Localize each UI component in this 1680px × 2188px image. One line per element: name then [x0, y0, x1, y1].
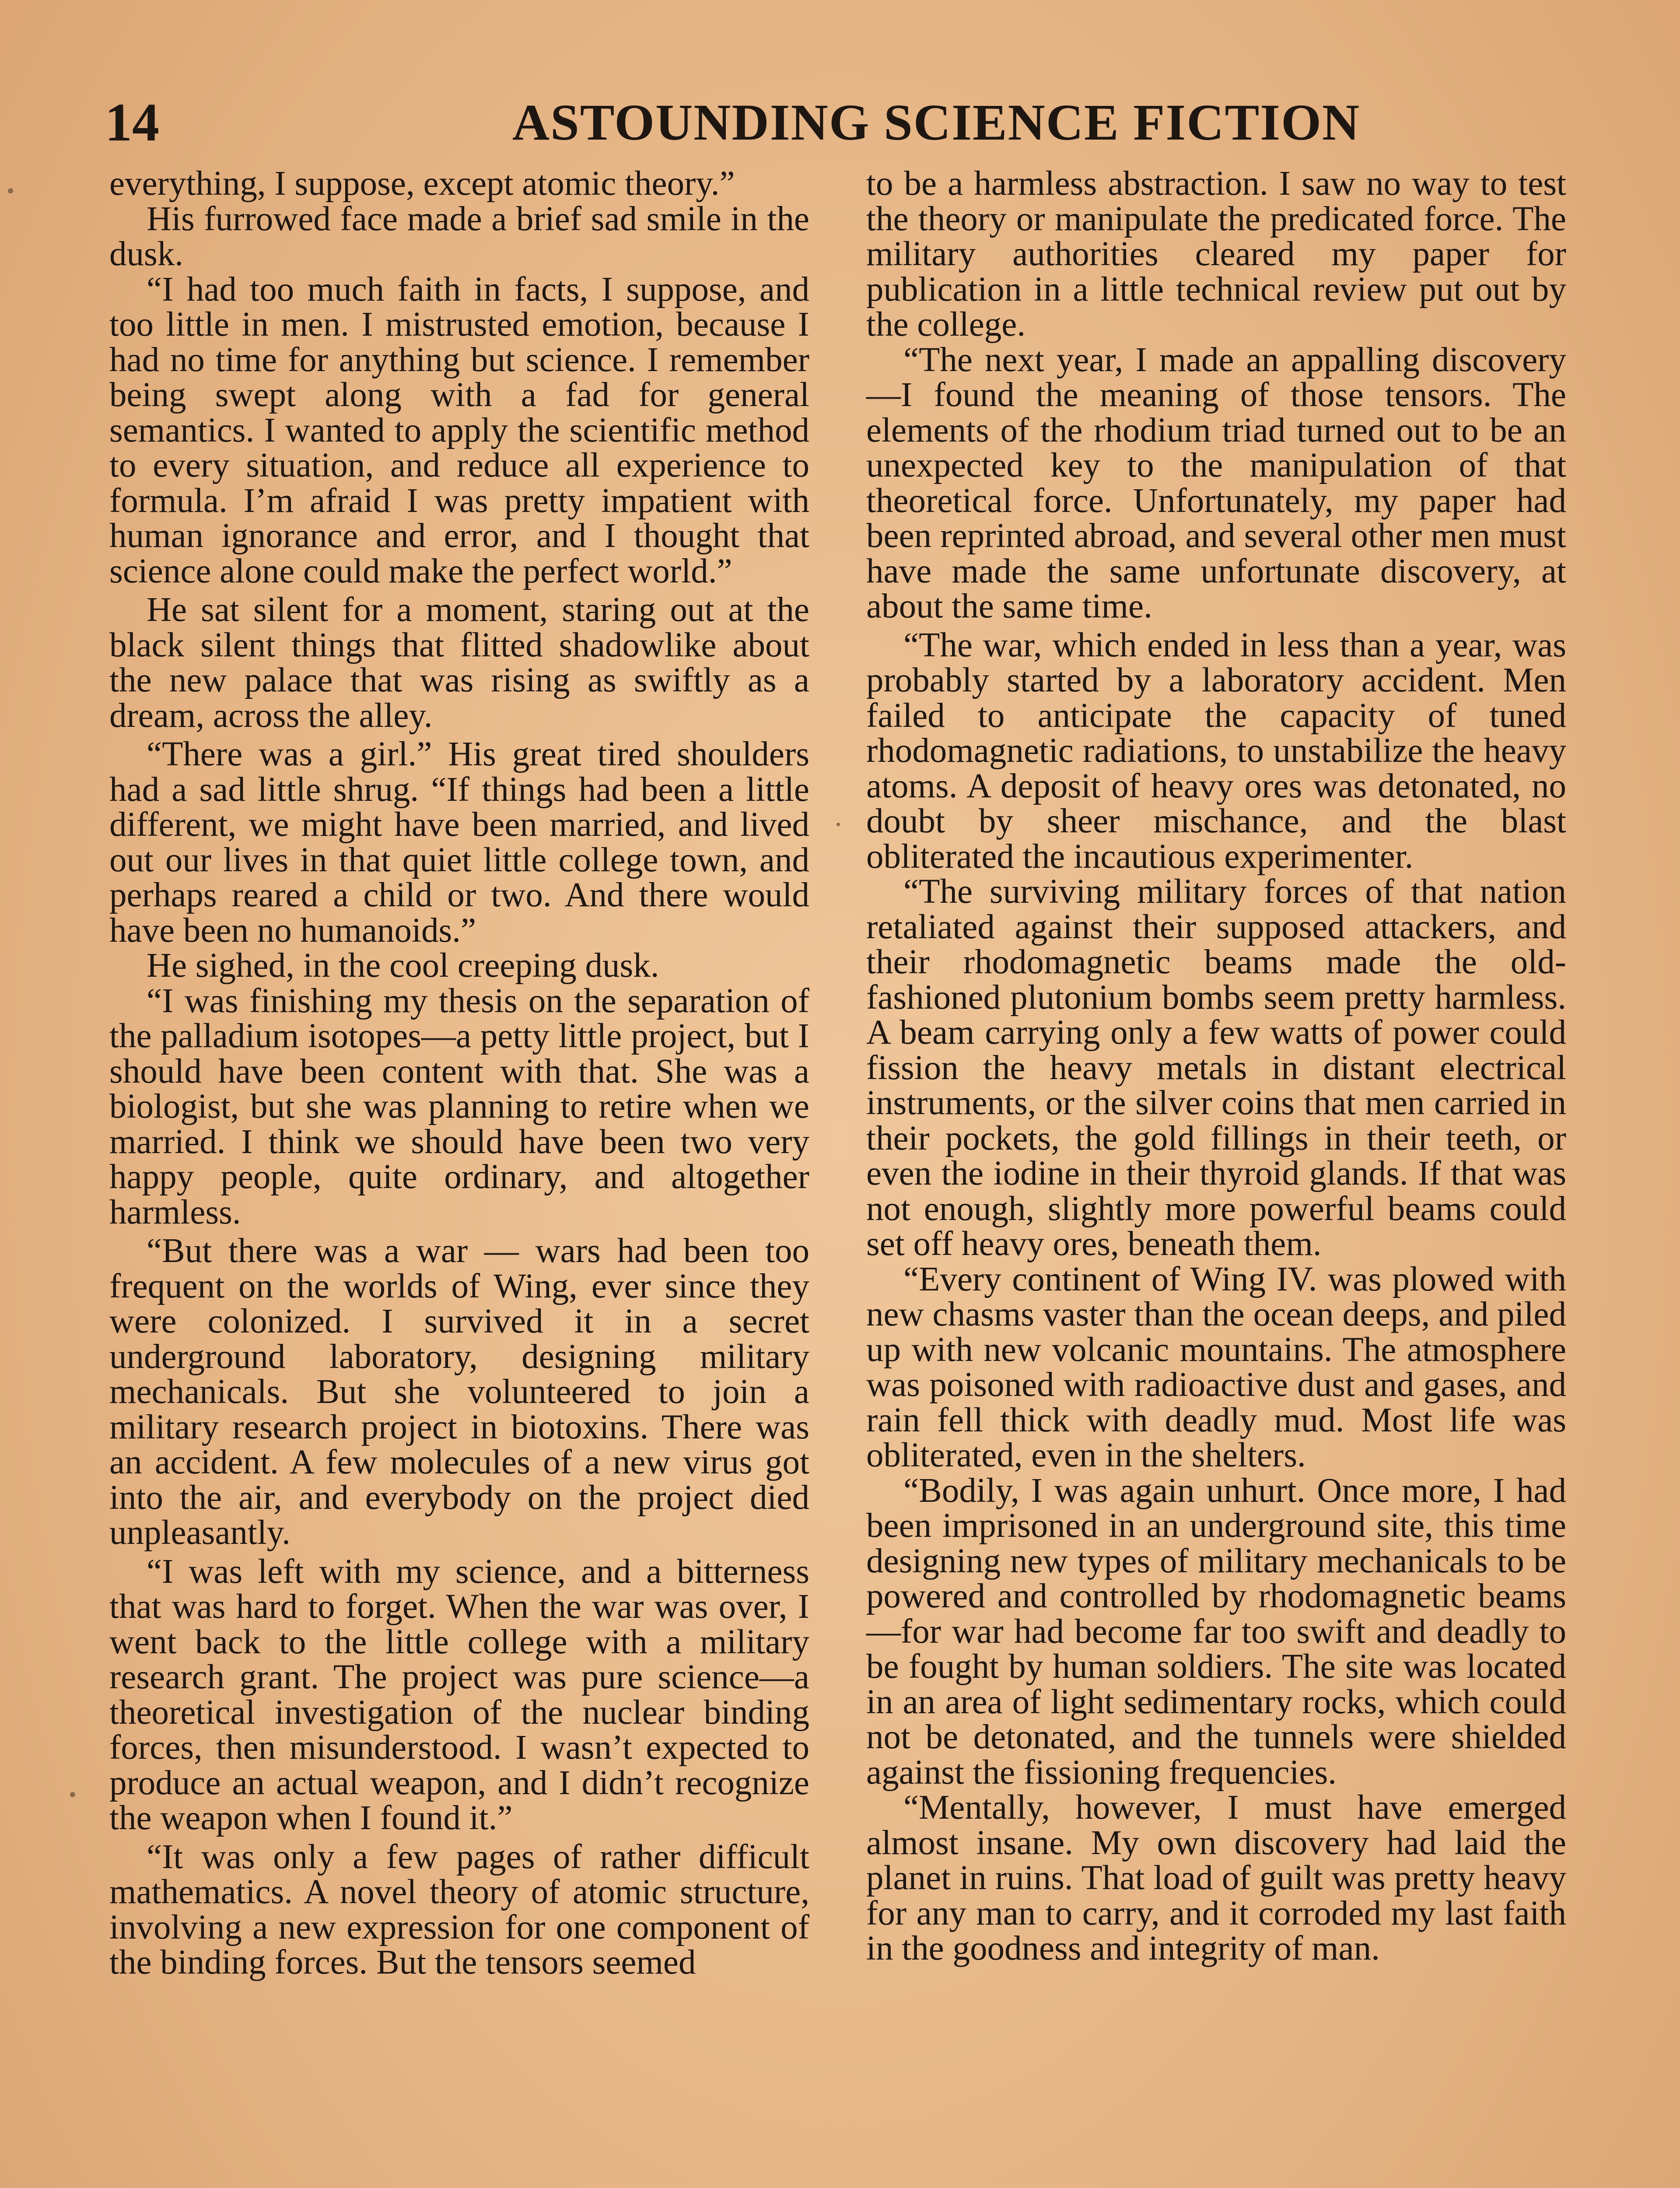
paragraph: “Mentally, however, I must have emerged almost insane. My own discovery had laid the planet in ruins. That load of guilt was pretty heavy for any man to carry, and it corroded my last faith in the goodness and integrity of man. — [866, 1788, 1566, 1967]
paragraph: “There was a girl.” His great tired shoulders had a sad little shrug. “If things had been a little different, we might have been married, and lived out our lives in that quiet little college town, and perhaps reared a child or two. And there would have been no humanoids.” — [109, 735, 809, 950]
paragraph: “I was finishing my thesis on the separation of the palladium isotopes—a petty little project, but I should have been content with that. She was a biologist, but she was planning to retire when we married. I think we should have been two very happy people, quite ordinary, and altogether harmless. — [109, 982, 809, 1231]
left-column — [109, 166, 809, 1981]
paragraph: to be a harmless abstraction. I saw no way to test the theory or manipulate the predicated force. The military authorities cleared my paper for publication in a little technical review put out by the college. — [866, 165, 1566, 344]
paragraph: “The war, which ended in less than a year, was probably started by a laboratory accident. Men failed to anticipate the capacity of tuned rhodomagnetic radiations, to unstabilize the heavy atoms. A deposit of heavy ores was detonated, no doubt by sheer mischance, and the blast obliterated the incautious experimenter. — [866, 626, 1566, 876]
paragraph: “The surviving military forces of that nation retaliated against their supposed attackers, and their rhodomagnetic beams made the old-fashioned plutonium bombs seem pretty harmless. A beam carrying only a few watts of power could fission the heavy metals in distant electrical instruments, or the silver coins that men carried in their pockets, the gold fillings in their teeth, or even the iodine in their thyroid glands. If that was not enough, slightly more powerful beams could set off heavy ores, beneath them. — [866, 873, 1566, 1263]
paper-speck — [8, 188, 13, 193]
paragraph: “I had too much faith in facts, I suppose, and too little in men. I mistrusted emotion, because I had no time for anything but science. I remember being swept along with a fad for general semantics. I wanted to apply the scientific method to every situation, and reduce all experience to formula. I’m afraid I was pretty impatient with human ignorance and error, and I thought that science alone could make the perfect world.” — [109, 270, 809, 590]
paragraph: “It was only a few pages of rather difficult mathematics. A novel theory of atomic structure, involving a new expression for one component of the binding forces. But the tensors seemed — [109, 1837, 809, 1981]
paragraph: He sat silent for a moment, staring out at the black silent things that flitted shadowlike about the new palace that was rising as swiftly as a dream, across the alley. — [109, 591, 809, 735]
right-column — [866, 166, 1566, 1967]
running-title: ASTOUNDING SCIENCE FICTION — [512, 94, 1361, 151]
paragraph: “I was left with my science, and a bitterness that was hard to forget. When the war was over, I went back to the little college with a military research grant. The project was pure science—a theoretical investigation of the nuclear binding forces, then misunderstood. I wasn’t expected to produce an actual weapon, and I didn’t recognize the weapon when I found it.” — [109, 1552, 809, 1837]
paragraph: “Every continent of Wing IV. was plowed with new chasms vaster than the ocean deeps, and piled up with new volcanic mountains. The atmosphere was poisoned with radioactive dust and gases, and rain fell thick with deadly mud. Most life was obliterated, even in the shelters. — [866, 1260, 1566, 1474]
paper-speck — [70, 1792, 75, 1797]
paragraph: His furrowed face made a brief sad smile in the dusk. — [109, 200, 809, 273]
paragraph: “The next year, I made an appalling discovery—I found the meaning of those tensors. The elements of the rhodium triad turned out to be an unexpected key to the manipulation of that theoretical force. Unfortunately, my paper had been reprinted abroad, and several other men must have made the same unfortunate discovery, at about the same time. — [866, 340, 1566, 625]
page-number: 14 — [105, 92, 159, 152]
page-header — [105, 88, 1584, 158]
paragraph: everything, I suppose, except atomic theory.” — [109, 165, 735, 203]
paragraph: “But there was a war — wars had been too frequent on the worlds of Wing, ever since they were colonized. I survived it in a secret underground laboratory, designing military mechanicals. But she volunteered to join a military research project in biotoxins. There was an accident. A few molecules of a new virus got into the air, and everybody on the project died unpleasantly. — [109, 1232, 809, 1552]
paragraph: “Bodily, I was again unhurt. Once more, I had been imprisoned in an underground site, this time designing new types of military mechanicals to be powered and controlled by rhodomagnetic beams —for war had become far too swift and deadly to be fought by human soldiers. The site was located in an area of light sedimentary rocks, which could not be detonated, and the tunnels were shielded against the fissioning frequencies. — [866, 1471, 1566, 1792]
paper-speck — [836, 823, 840, 826]
paragraph: He sighed, in the cool creeping dusk. — [147, 947, 659, 985]
